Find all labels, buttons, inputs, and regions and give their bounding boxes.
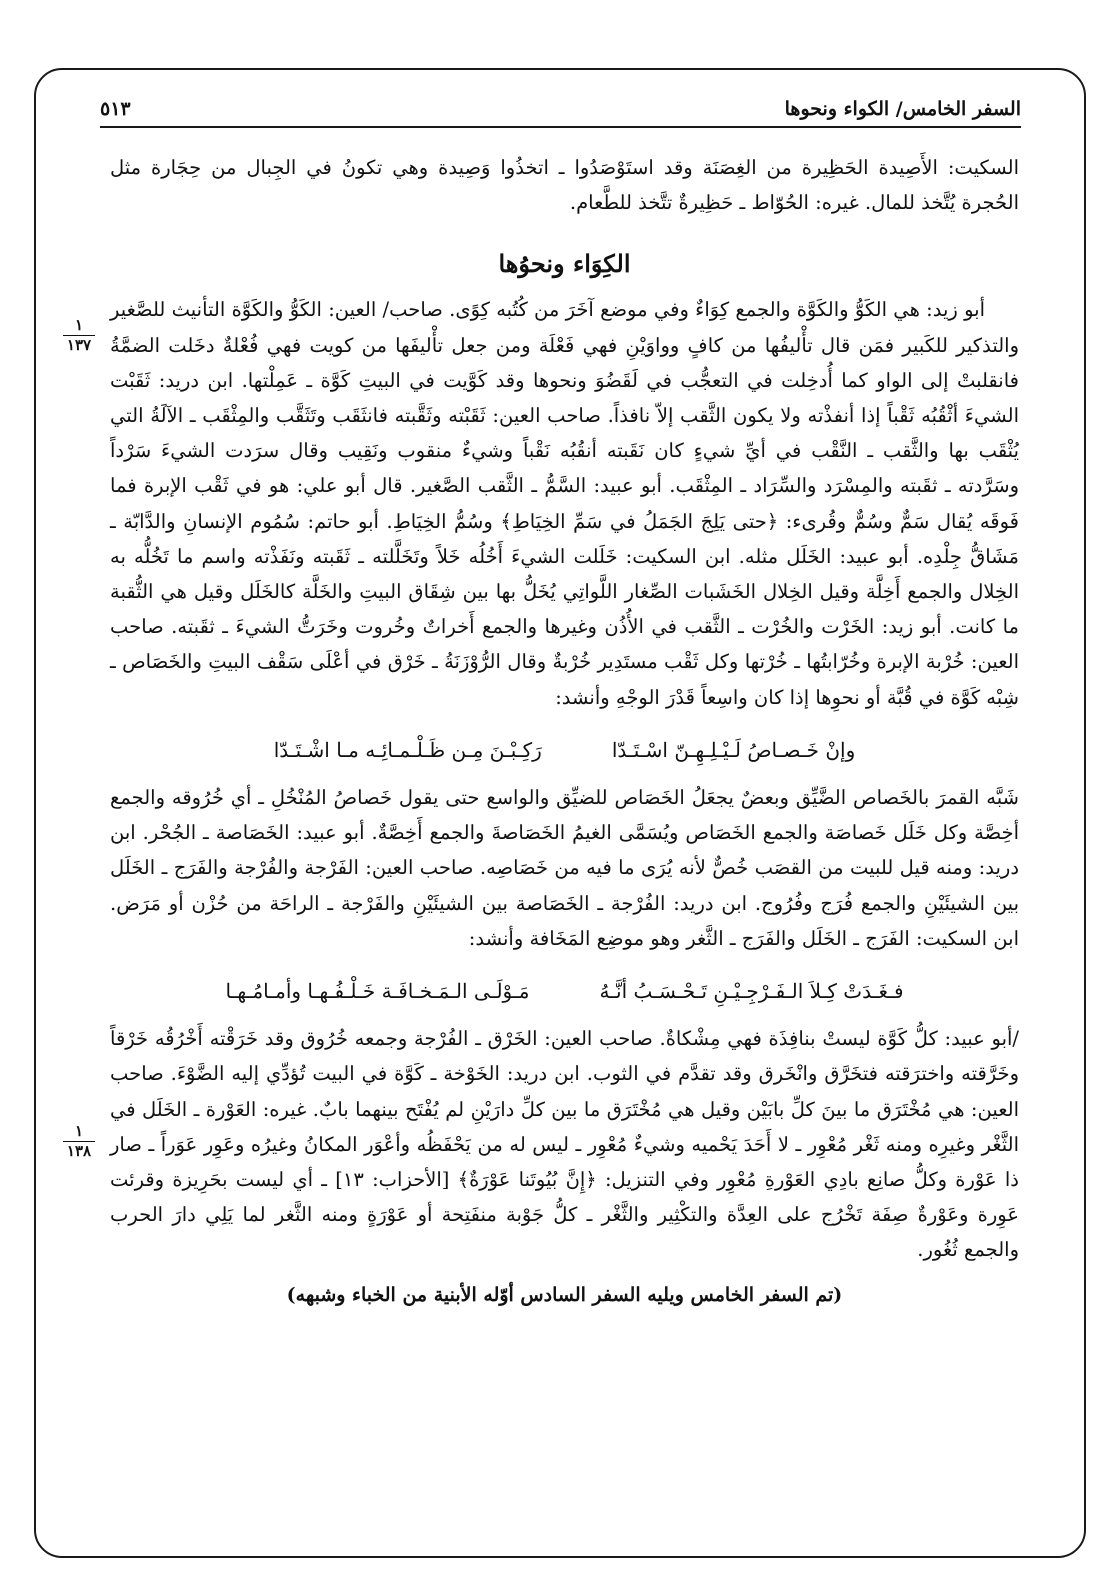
marginal-reference-2 — [60, 1124, 98, 1159]
page-body — [110, 150, 1019, 1313]
marginal-denominator: ١٣٧ — [66, 336, 92, 354]
verse-hemistich-first: فـغَـدَتْ كِـلاَ الـفَـرْجِـيْـنِ تَـحْـسَـبُ أنَّـهُ — [599, 979, 904, 1004]
verse-1 — [110, 733, 1019, 768]
marginal-numerator: ١ — [74, 316, 84, 334]
verse-2 — [110, 974, 1019, 1009]
body-paragraph-3: /أبو عبيد: كلُّ كَوَّة ليستْ بنافِذَة فهي مِشْكاةٌ. صاحب العين: الخَرْق ـ الفُرْجة وجمعه خُرُوق وقد خَرَقْته أَخْرُقُه خَرْقاً وخَرَّقته واخترَقته فتخَرَّق وانْخَرق وقد تقدَّم في الثوب. ابن دريد: الخَوْخة ـ كَوَّة في البيت تُؤدِّي إليه الضَّوْءَ. صاحب العين: هي مُخْتَرَق ما بينَ كلِّ بابَيْن وقيل هي مُخْتَرَق ما بين كلِّ دارَيْنِ لم يُفْتَح بينهما بابٌ. غيره: العَوْرة ـ الخَلَل في الثَّغْر وغيرِه ومنه ثَغْر مُعْوِر ـ لا أَحَدَ يَحْميه وشيءٌ مُعْوِر ـ ليس له من يَحْفَظُه وأعْوَر المكانُ وغيرُه وعَوِر عَوَراً ـ صار ذا عَوْرة وكلُّ صانِع بادِي العَوْرةِ مُعْوِر وفي التنزيل: ﴿إِنَّ بُيُوتَنا عَوْرَةٌ﴾ [الأحزاب: ١٣] ـ أي ليست بحَرِيزة وقرئت عَوِرة وعَوْرةٌ صِفَة تَخْرُج على العِدَّة والتكْثِير والثَّغْر ـ كلُّ جَوْبة منفَتِحة أو عَوْرَةٍ ومنه الثَّغر لما يَلِي دارَ الحرب والجمع ثُغُور. — [110, 1027, 1019, 1262]
intro-paragraph: السكيت: الأَصِيدة الحَظِيرة من الغِصَنَة وقد استَوْصَدُوا ـ اتخذُوا وَصِيدة وهي تكونُ في الجِبال من حِجَارة مثل الحُجرة يُتَّخذ للمال. غيره: الحُوّاط ـ حَظِيرةٌ تتَّخذ للطَّعام. — [110, 156, 1019, 215]
running-title: السفر الخامس/ الكواء ونحوها — [784, 98, 1021, 120]
body-paragraph-2: شَبَّه القمرَ بالخَصاص الضَّيِّق وبعضٌ يجعَلُ الخَصَاص للضيِّق والواسع حتى يقول خَصاصُ المُنْخُلِ ـ أي خُرُوقه والجمع أخِصَّة وكل خَلَل خَصاصَة والجمع الخَصَاص ويُسَمَّى الغيمُ الخَصَاصةَ والجمع أَخِصَّةٌ. أبو عبيد: الخَصَاصة ـ الجُحْر. ابن دريد: ومنه قيل للبيت من القصَب خُصٌّ لأنه يُرَى ما فيه من خَصَاصِه. صاحب العين: الفَرْجة والفُرْجة والفَرَج ـ الخَلَل بين الشيئَيْنِ والجمع فُرَج وفُرُوج. ابن دريد: الفُرْجة ـ الخَصَاصة بين الشيئَيْنِ والفَرْجة ـ الراحَة من حُزْن أو مَرَض. ابن السكيت: الفَرَج ـ الخَلَل والفَرَج ـ الثَّغر وهو موضِع المَخَافة وأنشد: — [110, 786, 1019, 950]
marginal-reference-1 — [60, 318, 98, 353]
verse-hemistich-first: وإنْ خَـصـاصُ لَـيْـلِـهِـنّ اسْـتَـدّا — [611, 737, 856, 762]
marginal-numerator: ١ — [74, 1122, 84, 1140]
body-paragraph-1: أبو زيد: هي الكَوُّ والكَوَّة والجمع كِوَاءٌ وفي موضع آخَرَ من كُتُبه كِوًى. صاحب/ العين: الكَوُّ والكَوَّة التأنيث للصَّغير والتذكير للكَبير فمَن قال تأْليفُها من كافٍ وواوَيْنِ فهي فَعْلَة ومن جعل تأْليفَها من كويت فهي فُعْلةٌ دخَلت الضمَّةُ فانقلبتْ إلى الواو كما أُدخِلت في التعجُّب في لَقَضُوَ ونحوها وقد كَوَّيت في البيتِ كَوَّة ـ عَمِلْتها. ابن دريد: ثَقَبْت الشيءَ أثْقُبُه ثَقْباً إذا أنفذْته ولا يكون الثَّقب إلاّ نافذاً. صاحب العين: ثَقَبْته وثَقَّبته فانثَقَب وتَثَقَّب والمِثْقَب ـ الآلَةُ التي يُثْقَب بها والثَّقب ـ النَّقْب في أيِّ شيءٍ كان نَقَبته أنقُبُه نَقْباً وشيءٌ منقوب ونَقِيب وقال سرَدت الشيءَ سَرْداً وسَرَّدته ـ ثقَبته والمِسْرَد والسِّرَاد ـ المِثْقَب. أبو عبيد: السَّمُّ ـ الثَّقب الصَّغير. قال أبو علي: هو في ثَقْب الإبرة فما فَوقَه يُقال سَمٌّ وسُمٌّ وقُرىء: ﴿حتى يَلِجَ الجَمَلُ في سَمِّ الخِيَاطِ﴾ وسُمُّ الخِيَاطِ. أبو حاتم: سُمُوم الإنسانِ والدَّابّة ـ مَشَاقُّ جِلْدِه. أبو عبيد: الخَلَل مثله. ابن السكيت: خَلَلت الشيءَ أَخُلُه خَلاً وتَخَلَّلته ـ ثَقَبته ونَفَذْته واسم ما تَخُلُّه به الخِلال والجمع أَخِلَّة وقيل الخِلال الخَشَبات الصِّغار اللَّواتِي يُخَلُّ بها بين شِقَاق البيتِ والخَلَّة كالخَلَل وقيل هي الثُّقبة ما كانت. أبو زيد: الخَرْت والخُرْت ـ الثَّقب في الأُذُن وغيرها والجمع أَخراتٌ وخُروت وخَرَتُّ الشيءَ ـ ثقَبته. صاحب العين: خُرْبة الإبرة وخُرّابتُها ـ خُرْتها وكل ثَقْب مستَدِير خُرْبةٌ وقال الرُّوْزَنَةُ ـ خَرْق في أعْلَى سَقْف البيتِ والخَصَاص ـ شِبْه كَوَّة في قُبَّة أو نحوِها إذا كان واسِعاً قَدْرَ الوجْهِ وأنشد: — [110, 298, 1019, 709]
verse-hemistich-second: مَـوْلَـى الـمَـخـافَـة خَـلْـفُـهـا وأمـامُـهـا — [225, 979, 530, 1004]
marginal-denominator: ١٣٨ — [66, 1142, 92, 1160]
page-header — [100, 88, 1021, 128]
page-number: ٥١٣ — [100, 98, 131, 120]
verse-hemistich-second: رَكِـبْـنَ مِـن ظَـلْـمـائِـه مـا اشْـتَـدّا — [273, 737, 542, 762]
section-title: الكِوَاء ونحوُها — [498, 249, 631, 279]
closing-note: (تم السفر الخامس ويليه السفر السادس أوّله الأبنية من الخباء وشبهه) — [286, 1283, 843, 1306]
